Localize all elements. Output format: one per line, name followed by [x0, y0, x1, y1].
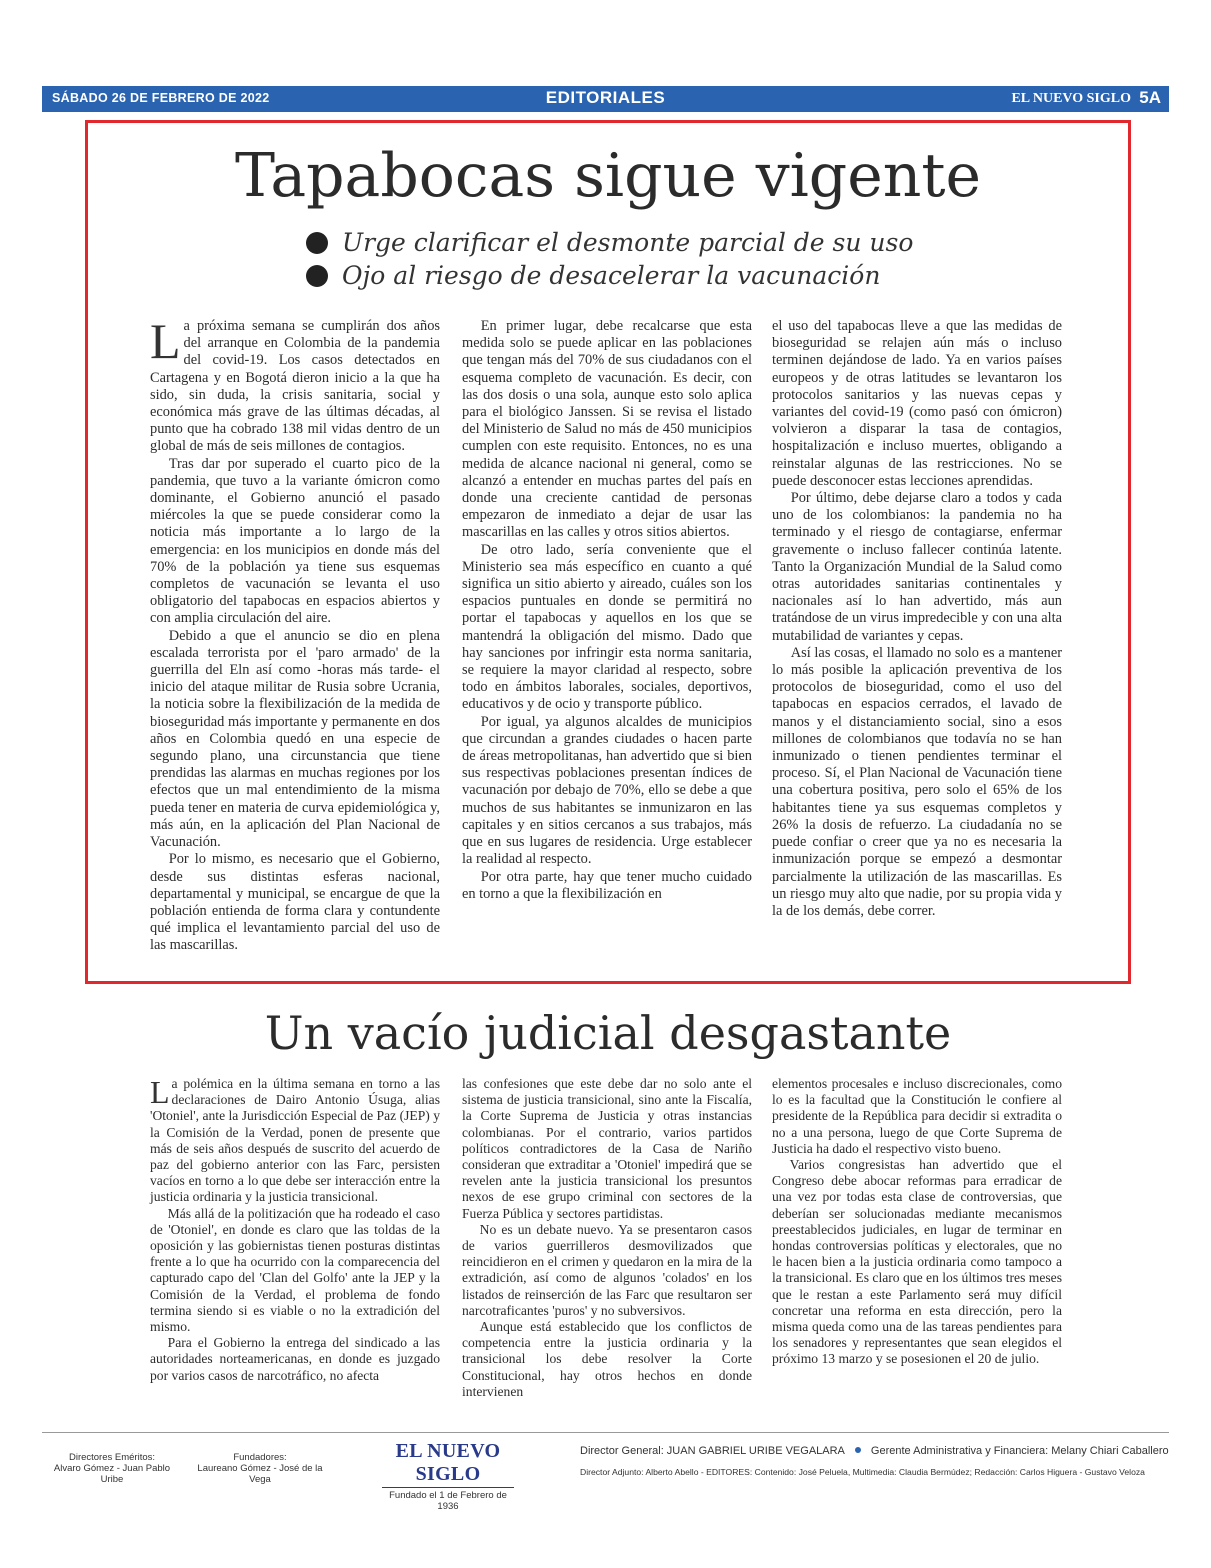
- paragraph: Por lo mismo, es necesario que el Gobierno, desde sus distintas esferas nacional, departamental y municipal, se encargue de que la población entienda de forma clara y contundente qué implica el levantamiento parcial del uso de las mascarillas.: [150, 851, 440, 954]
- editorial-1-column-2: [462, 318, 752, 903]
- paragraph: En primer lugar, debe recalcarse que esta medida solo se puede aplicar en las poblaciones que tengan más del 70% de sus ciudadanos con el esquema completo de vacunación. Es decir, con las dos dosis o una sola, aunque esto solo aplica para el biológico Janssen. Si se revisa el listado del Ministerio de Salud no más de 450 municipios cumplen con este requisito. Entonces, no es una medida de alcance nacional ni general, como se alcanzó a entender en muchas partes del país en donde una creciente cantidad de personas empezaron de inmediato a dejar de usar las mascarillas en las calles y otros sitios abiertos.: [462, 318, 752, 541]
- footer-staff-line-1: [580, 1445, 1169, 1457]
- paragraph: Por igual, ya algunos alcaldes de municipios que circundan a grandes ciudades o hacen parte de áreas metropolitanas, han advertido que si bien sus respectivas poblaciones presentan índices de vacunación por debajo de 70%, ello se debe a que muchos de sus habitantes se inmunizaron en las capitales y en sitios cercanos a sus trabajos, más que en sus lugares de residencia. Urge establecer la realidad al respecto.: [462, 713, 752, 868]
- paragraph: Varios congresistas han advertido que el Congreso debe abocar reformas para erradicar de una vez por todas esta clase de controversias, que deberían ser solucionadas mediante mecanismos preestablecidos judiciales, en lugar de terminar en hondas controversias políticas y electorales, que no le hacen bien a la justicia ordinaria como tampoco a la transicional. Es claro que en los últimos tres meses que le restan a este Parlamento será muy difícil concretar una reforma en esta dirección, pero la misma queda como una de las tareas pendientes para los senadores y representantes que sean elegidos el próximo 13 marzo y se posesionen el 20 de julio.: [772, 1157, 1062, 1367]
- drop-cap: L: [150, 313, 181, 369]
- paragraph: La polémica en la última semana en torno a las declaraciones de Dairo Antonio Úsuga, alias 'Otoniel', ante la Jurisdicción Especial de Paz (JEP) y la Comisión de la Verdad, ponen de presente que más de seis años después de suscrito del acuerdo de paz del gobierno anterior con las Farc, persisten vacíos en torno a lo que debe ser interacción entre la justicia ordinaria y la justicia transicional.: [150, 1074, 440, 1205]
- page-header-bar: [42, 86, 1169, 112]
- bullet-icon: [306, 265, 328, 287]
- paragraph: Así las cosas, el llamado no solo es a mantener lo más posible la aplicación preventiva de los protocolos de bioseguridad, como el uso del tapabocas en espacios cerrados, el lavado de manos y el distanciamiento social, sino a esos millones de colombianos que todavía no se han inmunizado o tienen pendientes terminar el proceso. Sí, el Plan Nacional de Vacunación tiene una cobertura positiva, pero solo el 65% de los habitantes tiene ya sus esquemas completos y 26% la dosis de refuerzo. La ciudadanía no se puede confiar o creer que ya no es necesaria la inmunización porque se empezó a desmontar parcialmente la utilización de las mascarillas. Es un riesgo muy alto que nadie, por su propia vida y la de los demás, debe correr.: [772, 644, 1062, 919]
- header-brand: EL NUEVO SIGLO: [1011, 91, 1131, 106]
- paragraph: Aunque está establecido que los conflictos de competencia entre la justicia ordinaria y la transicional los debe resolver la Corte Constitucional, hay otros hechos en donde intervienen: [462, 1319, 752, 1399]
- header-section: EDITORIALES: [545, 88, 666, 107]
- paragraph: Más allá de la politización que ha rodeado el caso de 'Otoniel', en donde es claro que las toldas de la oposición y las gobiernistas tienen posturas distintas frente a lo que ha ocurrido con la comparecencia del capturado capo del 'Clan del Golfo' ante la JEP y la Comisión de la Verdad, el problema de fondo termina siendo si es viable o no la extradición del mismo.: [150, 1205, 440, 1335]
- footer-directors-label: Directores Eméritos:: [68, 1452, 156, 1463]
- gerente: Gerente Administrativa y Financiera: Melany Chiari Caballero: [870, 1445, 1169, 1457]
- editorial-1-column-1: [150, 313, 440, 955]
- paragraph: La próxima semana se cumplirán dos años del arranque en Colombia de la pandemia del covid-19. Los casos detectados en Cartagena y en Bogotá dieron inicio a la que ha sido, sin duda, la crisis sanitaria, social y económica más grave de las últimas décadas, al punto que ha cobrado 138 mil vidas dentro de un global de más de seis millones de contagios.: [150, 313, 440, 455]
- editorial-2-title: Un vacío judicial desgastante: [264, 1006, 952, 1060]
- paragraph: el uso del tapabocas lleve a que las medidas de bioseguridad se relajen aún más o incluso terminen dejándose de lado. Ya en varios países europeos y de otras latitudes se levantaron los protocolos sanitarios y las nuevas cepas y variantes del covid-19 (como pasó con ómicron) volvieron a disparar la tasa de contagios, hospitalización e incluso muertes, obligando a reinstalar algunas de las restricciones. No se puede desconocer estas lecciones aprendidas.: [772, 318, 1062, 489]
- deck-line-1: [306, 226, 913, 259]
- deck-text: Ojo al riesgo de desacelerar la vacunación: [342, 261, 881, 290]
- separator-dot-icon: [855, 1447, 861, 1453]
- paragraph: Por otra parte, hay que tener mucho cuidado en torno a que la flexibilización en: [462, 868, 752, 902]
- paragraph: Tras dar por superado el cuarto pico de la pandemia, que tuvo a la variante ómicron como dominante, el Gobierno anunció el pasado miércoles la que se puede considerar como la noticia más importante a lo largo de la emergencia: en los municipios en donde más del 70% de la población ya tiene sus esquemas completos de vacunación se levanta el uso obligatorio del tapabocas en espacios abiertos y con amplia circulación del aire.: [150, 455, 440, 627]
- drop-cap: L: [150, 1074, 170, 1110]
- footer-staff-line-2: Director Adjunto: Alberto Abello - EDITORES: Contenido: José Peluela, Multimedia: Claudia Bermúdez; Redacción: Carlos Higuera - Gustavo Veloza: [580, 1467, 1145, 1477]
- footer-founders-label: Fundadores:: [233, 1452, 287, 1463]
- editorial-1-title: Tapabocas sigue vigente: [235, 141, 981, 211]
- bullet-icon: [306, 232, 328, 254]
- footer-divider: [42, 1432, 1169, 1433]
- footer-founders: [190, 1452, 330, 1485]
- footer-masthead: [382, 1440, 514, 1512]
- editorial-1-column-3: [772, 318, 1062, 920]
- masthead-founded: Fundado el 1 de Febrero de 1936: [389, 1490, 507, 1512]
- paragraph: De otro lado, sería conveniente que el Ministerio sea más específico en cuanto a qué significa un sitio abierto y aireado, cuáles son los espacios puntuales en donde se permitirá no portar el tapabocas y aquellos en los que se mantendrá la obligación del mismo. Dado que hay sanciones por infringir esta norma sanitaria, se requiere la mayor claridad al respecto, sobre todo en ámbitos laborales, sociales, deportivos, educativos y de ocio y transporte público.: [462, 541, 752, 713]
- header-page-number: 5A: [1139, 88, 1161, 107]
- footer-directors: [42, 1452, 182, 1485]
- deck-text: Urge clarificar el desmonte parcial de su uso: [342, 228, 914, 257]
- deck-line-2: [306, 259, 913, 292]
- footer-directors-names: Alvaro Gómez - Juan Pablo Uribe: [53, 1463, 171, 1485]
- editorial-2-column-1: [150, 1076, 440, 1384]
- paragraph: No es un debate nuevo. Ya se presentaron casos de varios guerrilleros desmovilizados que reincidieron en el crimen y quedaron en la mira de la extradición, así como de algunos 'colados' en los listados de reinserción de las Farc que resultaron ser narcotraficantes 'puros' y no subversivos.: [462, 1221, 752, 1318]
- editorial-2-column-3: [772, 1076, 1062, 1368]
- footer-founders-names: Laureano Gómez - José de la Vega: [197, 1463, 323, 1485]
- director-general: Director General: JUAN GABRIEL URIBE VEGALARA: [580, 1445, 845, 1457]
- paragraph: Debido a que el anuncio se dio en plena escalada terrorista por el 'paro armado' de la guerrilla del Eln así como -horas más tarde- el inicio del ataque militar de Rusia sobre Ucrania, la noticia sobre la flexibilización de la medida de bioseguridad más importante y permanente en dos años en Colombia quedó en una especie de segundo plano, una circunstancia que tiene prendidas las alarmas en muchas regiones por los efectos que un mal entendimiento de la misma pueda tener en materia de curva epidemiológica y, más aún, en la aplicación del Plan Nacional de Vacunación.: [150, 627, 440, 851]
- paragraph: elementos procesales e incluso discrecionales, como lo es la facultad que la Constitución le confiere al presidente de la República para decidir si extradita o no a una persona, luego de que Corte Suprema de Justicia ha dado el respectivo visto bueno.: [772, 1076, 1062, 1156]
- editorial-1-deck: [306, 226, 913, 292]
- header-date: SÁBADO 26 DE FEBRERO DE 2022: [52, 91, 270, 105]
- masthead-logo: EL NUEVO SIGLO: [382, 1440, 514, 1488]
- paragraph: Por último, debe dejarse claro a todos y cada uno de los colombianos: la pandemia no ha terminado y el riesgo de contagiarse, enfermar gravemente o incluso fallecer continúa latente. Tanto la Organización Mundial de la Salud como otras autoridades sanitarias continentales y nacionales así lo han advertido, más aun tratándose de un virus impredecible y con una alta mutabilidad de variantes y cepas.: [772, 490, 1062, 644]
- paragraph: las confesiones que este debe dar no solo ante el sistema de justicia transicional, sino ante la Fiscalía, la Corte Suprema de Justicia y otras instancias colombianas. Por el contrario, varios partidos políticos contradictores de la Casa de Nariño consideran que extraditar a 'Otoniel' impedirá que se revelen ante la justicia transicional los presuntos nexos de ese grupo criminal con sectores de la Fuerza Pública y sectores partidistas.: [462, 1076, 752, 1221]
- editorial-2-column-2: [462, 1076, 752, 1400]
- paragraph: Para el Gobierno la entrega del sindicado a las autoridades norteamericanas, en donde es juzgado por varios casos de narcotráfico, no afecta: [150, 1335, 440, 1383]
